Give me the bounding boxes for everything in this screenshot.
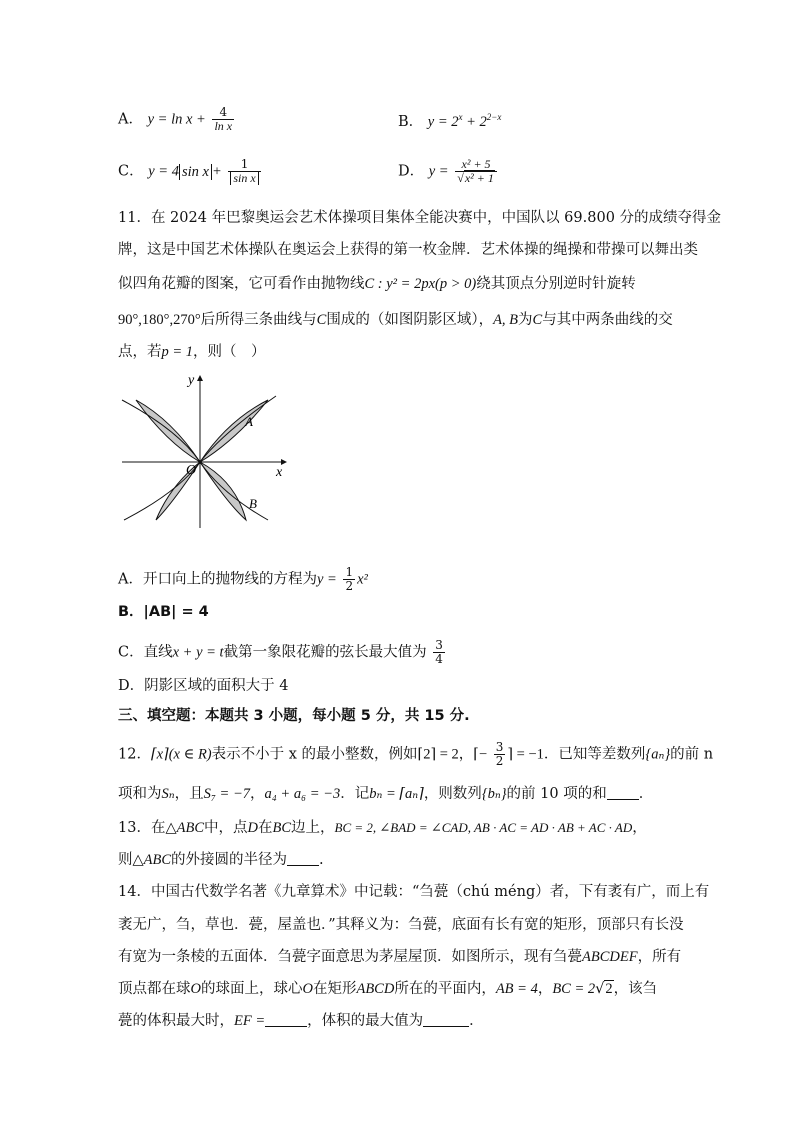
- option-label: B．: [398, 114, 424, 130]
- example-2: ⌈−: [473, 746, 488, 763]
- answer-blank-volume[interactable]: [423, 1012, 469, 1027]
- q14-line-5: [118, 1012, 484, 1030]
- q11-option-b: B．|AB| = 4: [118, 604, 209, 620]
- text: ，该刍: [613, 981, 658, 997]
- fraction-denominator: 2: [345, 579, 354, 593]
- q11-line-4: [118, 311, 673, 329]
- option-d-expr: y =: [428, 163, 449, 180]
- math: y =: [316, 571, 337, 588]
- fraction-numerator: 1: [345, 565, 354, 579]
- q10-option-b: [398, 108, 501, 131]
- option-label: A．: [118, 111, 143, 128]
- text: 项和为: [118, 786, 162, 802]
- text: ．: [638, 786, 654, 802]
- option-b-plus: + 2: [462, 114, 487, 130]
- text: 为: [518, 312, 533, 328]
- text: 中，点: [204, 820, 248, 836]
- q10-option-d: [398, 158, 499, 185]
- sqrt-content: x² + 1: [464, 171, 494, 185]
- text: 的前 10 项的和: [506, 786, 607, 802]
- text: ，且: [174, 786, 204, 802]
- text: 所在的平面内，: [394, 981, 496, 997]
- fraction-numerator: 3: [435, 638, 443, 652]
- q12-line-1: [118, 741, 713, 768]
- text: 边上，: [291, 820, 335, 836]
- fraction-denominator: [228, 171, 260, 185]
- q12-line-2: [118, 785, 653, 803]
- point-b-label: B: [249, 496, 257, 511]
- petal-second-quadrant: [136, 400, 200, 462]
- example-2-result: ⌉ = −1: [507, 746, 544, 763]
- line-equation: x + y = t: [172, 644, 224, 661]
- math: S₇ = −7: [203, 786, 251, 802]
- option-d-fraction: [455, 158, 497, 185]
- plus-sign: +: [211, 163, 222, 180]
- math: BC = 2: [552, 981, 596, 997]
- text: A．开口向上的抛物线的方程为: [118, 571, 317, 588]
- option-label: D．: [398, 163, 425, 180]
- example-fraction: [494, 741, 506, 768]
- math: ABCD: [356, 981, 395, 997]
- text: ，: [250, 786, 265, 802]
- ceiling-definition: ⌈x⌉(x ∈ R): [150, 746, 212, 763]
- text: ，: [458, 746, 474, 763]
- math: ABCDEF: [582, 949, 638, 965]
- option-c-fraction: [228, 158, 260, 185]
- text: 围成的（如图阴影区域），: [326, 312, 494, 328]
- option-a-fraction: [212, 106, 234, 133]
- text: 在矩形: [312, 981, 357, 997]
- text: 13．在: [118, 820, 166, 836]
- absolute-value: sin x: [230, 171, 258, 185]
- q13-line-1: [118, 819, 647, 837]
- q14-line-4: 顶点都在球O的球面上，球心O在矩形ABCD所在的平面内，AB = 4，BC = 2√2，该刍: [118, 981, 658, 997]
- parabola-equation: C : y² = 2px(p > 0): [364, 276, 477, 292]
- text: ，所有: [637, 949, 682, 965]
- text: ．已知等差数列: [543, 746, 646, 763]
- p-value: p = 1: [161, 344, 194, 360]
- q14-line-1: 14．中国古代数学名著《九章算术》中记载：“刍甍（chú méng）者，下有袤有广，而上有: [118, 884, 710, 900]
- x-axis-label: x: [276, 465, 283, 480]
- superscript: x: [458, 112, 463, 122]
- q10-option-a: [118, 106, 236, 133]
- text: 的前 n: [670, 746, 714, 763]
- fraction-numerator: x² + 5: [461, 157, 491, 171]
- math: D: [247, 820, 258, 836]
- text: C．直线: [118, 644, 173, 661]
- option-a-expr: y = ln x +: [147, 111, 206, 128]
- text: 表示不小于 x 的最小整数，例如: [211, 746, 418, 763]
- fraction-denominator: 4: [435, 652, 443, 666]
- q13-line-2: [118, 851, 324, 869]
- q11-option-d: D．阴影区域的面积大于 4: [118, 678, 289, 694]
- text: 的球面上，球心: [200, 981, 303, 997]
- text: 则: [118, 852, 133, 868]
- text: 后所得三条曲线与: [200, 312, 317, 328]
- example-1: ⌈2⌉ = 2: [417, 746, 459, 763]
- superscript: 2−x: [486, 112, 502, 122]
- answer-blank[interactable]: [287, 851, 319, 866]
- q14-line-3: [118, 948, 681, 966]
- text: 截第一象限花瓣的弦长最大值为: [223, 644, 427, 661]
- text: 与其中两条曲线的交: [542, 312, 673, 328]
- y-axis-label: y: [188, 373, 195, 388]
- q11-option-a: [118, 566, 368, 593]
- points-ab: A, B: [493, 312, 519, 328]
- math: {bₙ}: [481, 786, 507, 802]
- math: EF =: [234, 1013, 266, 1029]
- text: ．记: [340, 786, 370, 802]
- math: x²: [357, 571, 368, 588]
- math: a₄ + a₆ = −3: [264, 786, 341, 802]
- text: 点，若: [118, 344, 162, 360]
- text: 有宽为一条棱的五面体．刍甍字面意思为茅屋屋顶．如图所示，现有刍甍: [118, 949, 582, 965]
- answer-blank[interactable]: [607, 785, 639, 800]
- math: O: [190, 981, 201, 997]
- condition-equation: BC = 2, ∠BAD = ∠CAD, AB · AC = AD · AB + AC · AD: [334, 820, 633, 835]
- math: BC: [272, 820, 292, 836]
- q11-line-3: [118, 275, 636, 293]
- text: 的外接圆的半径为: [171, 852, 288, 868]
- math: △ABC: [132, 852, 172, 868]
- option-b-expr: y = 2: [427, 114, 459, 130]
- section-heading: 三、填空题：本题共 3 小题，每小题 5 分，共 15 分.: [118, 708, 470, 724]
- option-c-fraction: [433, 639, 445, 666]
- q11-line-5: [118, 343, 266, 361]
- fraction-numerator: 4: [219, 105, 228, 119]
- fraction-denominator: √x² + 1: [455, 171, 497, 185]
- text: 12．: [118, 746, 151, 763]
- text: ，体积的最大值为: [307, 1013, 424, 1029]
- math: Sₙ: [161, 786, 175, 802]
- math: AB = 4: [495, 981, 538, 997]
- text: ，: [537, 981, 553, 997]
- answer-blank-ef[interactable]: [265, 1012, 307, 1027]
- fraction-numerator: 3: [495, 740, 504, 754]
- text: 甍的体积最大时，: [118, 1013, 234, 1029]
- point-a-label: A: [245, 414, 253, 429]
- q10-option-c: [118, 158, 263, 185]
- text: ，: [632, 820, 647, 836]
- text: 绕其顶点分别逆时针旋转: [476, 276, 636, 292]
- fraction-numerator: 1: [240, 157, 249, 171]
- option-a-fraction: [343, 566, 355, 593]
- sqrt-content: 2: [605, 981, 613, 997]
- q11-option-c: [118, 639, 447, 666]
- sequence-an: {aₙ}: [645, 746, 671, 763]
- text: 顶点都在球: [118, 981, 191, 997]
- text: 似四角花瓣的图案，它可看作由抛物线: [118, 276, 365, 292]
- option-label: C．: [118, 163, 144, 180]
- fraction-denominator: 2: [495, 754, 504, 768]
- math: O: [302, 981, 313, 997]
- q11-line-1: 11．在 2024 年巴黎奥运会艺术体操项目集体全能决赛中，中国队以 69.800 分的成绩夺得金: [118, 210, 722, 226]
- fraction-denominator: ln x: [214, 119, 233, 133]
- math: △ABC: [165, 820, 204, 836]
- q11-line-2: 牌，这是中国艺术体操队在奥运会上获得的第一枚金牌．艺术体操的绳操和带操可以舞出类: [118, 242, 698, 258]
- rotation-angles: 90°,180°,270°: [118, 312, 201, 328]
- option-c-expr: y = 4: [148, 163, 179, 180]
- absolute-value: sin x: [179, 164, 212, 180]
- text: ．: [469, 1013, 484, 1029]
- text: ，则数列: [423, 786, 482, 802]
- four-petal-figure: [118, 370, 293, 530]
- curve-c: C: [532, 312, 543, 328]
- text: ，则（ ）: [193, 344, 266, 360]
- q14-line-2: 袤无广，刍，草也．甍，屋盖也．”其释义为：刍甍，底面有长有宽的矩形，顶部只有长没: [118, 917, 684, 933]
- math: bₙ = ⌈aₙ⌉: [369, 786, 424, 802]
- origin-label: O: [186, 463, 197, 478]
- text: 在: [257, 820, 273, 836]
- curve-c: C: [316, 312, 327, 328]
- text: .: [319, 852, 324, 868]
